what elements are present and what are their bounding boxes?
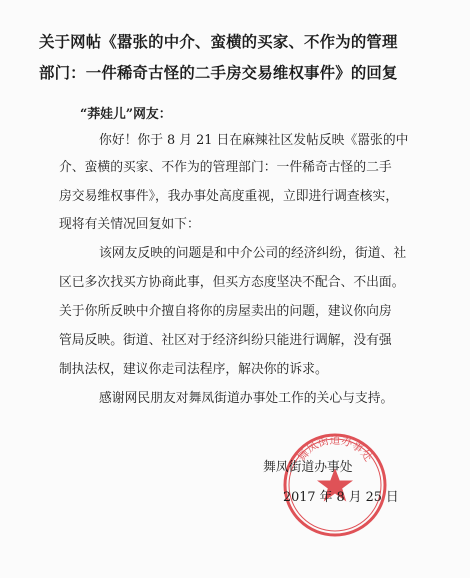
seal-text-arc: 舞凤街道办事处 [295,433,375,464]
paragraph-1-line-3: 房交易维权事件》，我办事处高度重视，立即进行调查核实， [59,189,399,204]
seal-graphic [280,430,390,540]
paragraph-1-line-4: 现将有关情况回复如下： [59,217,200,232]
paragraph-2-line-1: 该网友反映的问题是和中介公司的经济纠纷，街道、社 [99,246,407,261]
paragraph-2-line-5: 制执法权，建议你走司法程序，解决你的诉求。 [59,362,328,377]
salutation: “莽娃儿”网友： [80,107,172,122]
paragraph-2-line-4: 管局反映。街道、社区对于经济纠纷只能进行调解，没有强 [59,333,392,348]
paragraph-1-line-1: 你好！你于 8 月 21 日在麻辣社区发帖反映《嚣张的中 [99,133,409,148]
signature-org: 舞凤街道办事处 [263,460,353,475]
paragraph-1-line-2: 介、蛮横的买家、不作为的管理部门：一件稀奇古怪的二手 [59,160,392,175]
letter-title-line-1: 关于网帖《嚣张的中介、蛮横的买家、不作为的管理 [39,33,398,51]
official-seal-stamp [280,430,390,540]
signature-date: 2017 年 8 月 25 日 [283,490,399,505]
letter-title-line-2: 部门：一件稀奇古怪的二手房交易维权事件》的回复 [39,64,398,82]
paragraph-2-line-3: 关于你所反映中介擅自将你的房屋卖出的问题，建议你向房 [59,304,392,319]
closing-thanks: 感谢网民朋友对舞凤街道办事处工作的关心与支持。 [99,391,394,406]
paragraph-2-line-2: 区已多次找买方协商此事，但买方态度坚决不配合、不出面。 [59,275,405,290]
